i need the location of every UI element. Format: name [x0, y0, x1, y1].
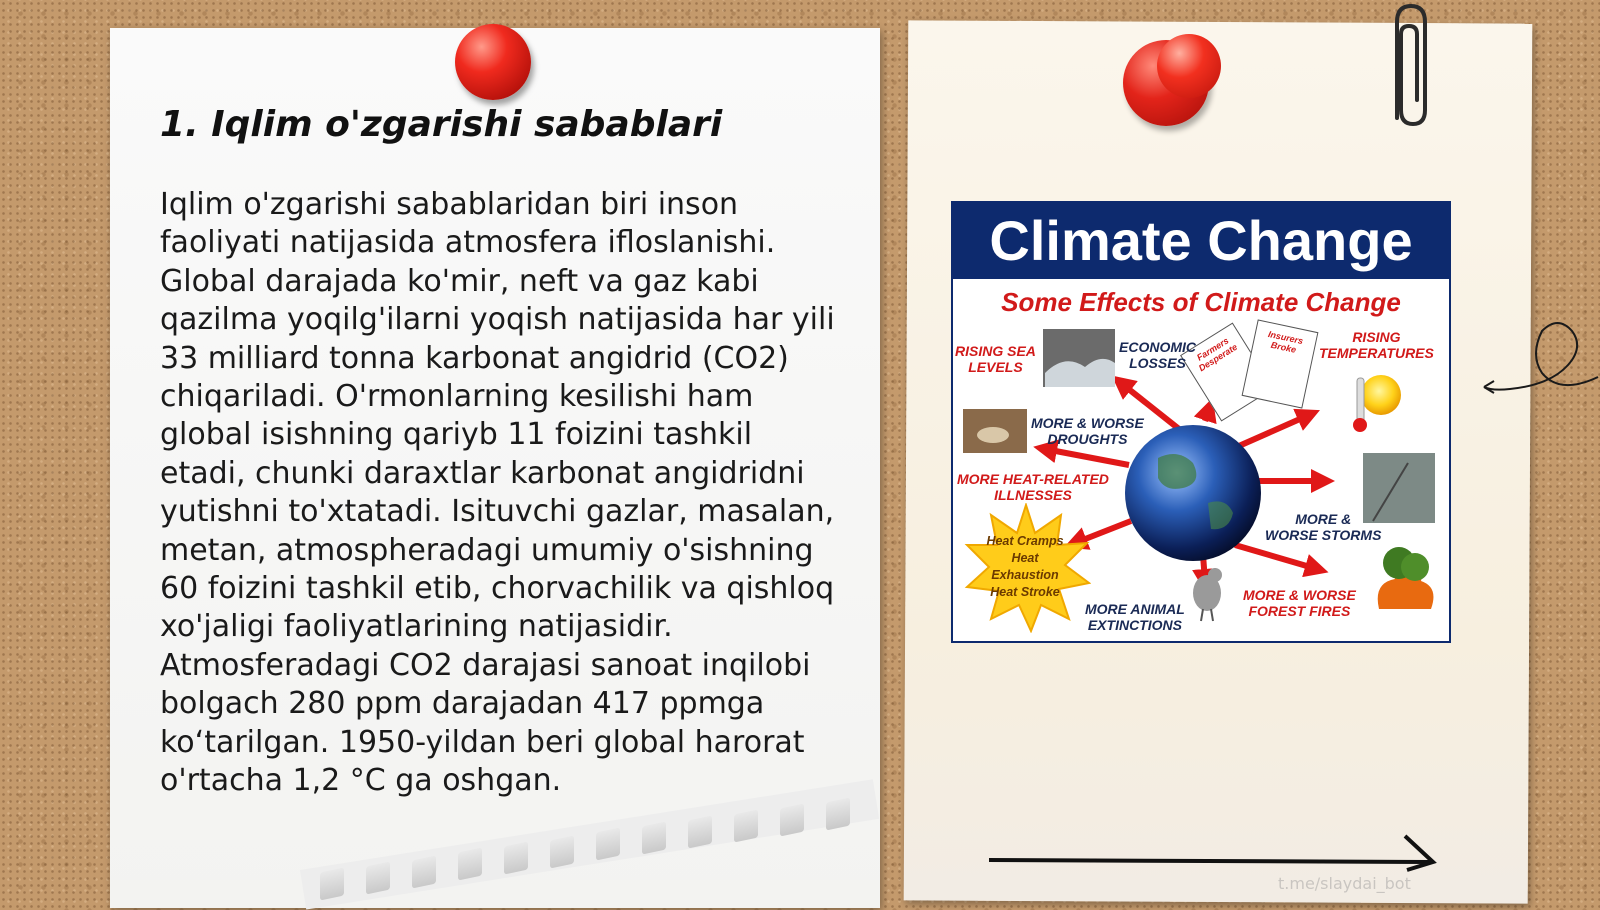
paper-tab — [550, 835, 574, 868]
paper-tab — [320, 867, 344, 900]
torn-paper-edge — [320, 808, 880, 900]
paper-tab — [826, 797, 850, 830]
slide-title: 1. Iqlim o'zgarishi sabablari — [160, 104, 723, 145]
label-economic-losses: ECONOMIC LOSSES — [1119, 339, 1196, 371]
paper-tab — [504, 841, 528, 874]
newspaper-farmers: Farmers Desperate — [1180, 322, 1274, 421]
paper-tab — [366, 861, 390, 894]
climate-change-infographic — [951, 201, 1451, 643]
paper-tab — [688, 815, 712, 848]
paper-tab — [596, 827, 620, 860]
slide-body-text: Iqlim o'zgarishi sabablaridan biri inson faoliyati natijasida atmosfera ifloslanishi. Global darajada ko'mir, neft va gaz kabi qazilma yoqilg'ilarni yoqish natijasida har yili 33 milliard tonna karbonat angidrid (CO2) chiqariladi. O'rmonlarning kesilishi ham global isishning qariyb 11 foizini tashkil etadi, chunki daraxtlar karbonat angidridni yutishni to'xtatadi. Isituvchi gazlar, masalan, metan, atmospheradagi umumiy o'sishning 60 foizini tashkil etib, chorvachilik va qishloq xo'jaligi faoliyatlarining natijasidir. Atmosferadagi CO2 darajasi sanoat inqilobi bolgach 280 ppm darajadan 417 ppmga ko‘tarilgan. 1950-yildan beri global harorat o'rtacha 1,2 °C ga oshgan. — [160, 187, 835, 799]
watermark-text: t.me/slaydai_bot — [1278, 874, 1411, 893]
infographic-subtitle: Some Effects of Climate Change — [1001, 287, 1401, 317]
label-rising-sea: RISING SEA LEVELS — [955, 343, 1036, 375]
paper-tab — [734, 809, 758, 842]
label-forest-fires: MORE & WORSE FOREST FIRES — [1243, 587, 1356, 619]
label-rising-temperatures: RISING TEMPERATURES — [1319, 329, 1434, 361]
label-extinctions: MORE ANIMAL EXTINCTIONS — [1085, 601, 1185, 633]
heat-illness-list: Heat Cramps Heat Exhaustion Heat Stroke — [986, 534, 1064, 599]
right-arrow-icon — [985, 832, 1445, 872]
newspaper-insurers: Insurers Broke — [1242, 319, 1319, 408]
paper-tab — [780, 803, 804, 836]
infographic-header: Climate Change — [953, 203, 1449, 279]
red-pushpin-icon — [1157, 34, 1221, 98]
paper-tab — [412, 855, 436, 888]
paper-tab — [642, 821, 666, 854]
paperclip-icon — [1375, 0, 1435, 130]
paper-tab — [458, 847, 482, 880]
label-droughts: MORE & WORSE DROUGHTS — [1031, 415, 1144, 447]
label-storms: MORE & WORSE STORMS — [1265, 511, 1382, 543]
red-pushpin-icon — [455, 24, 531, 100]
hand-drawn-loop-arrow-icon — [1480, 315, 1600, 405]
label-heat-illnesses: MORE HEAT-RELATED ILLNESSES — [957, 471, 1109, 503]
